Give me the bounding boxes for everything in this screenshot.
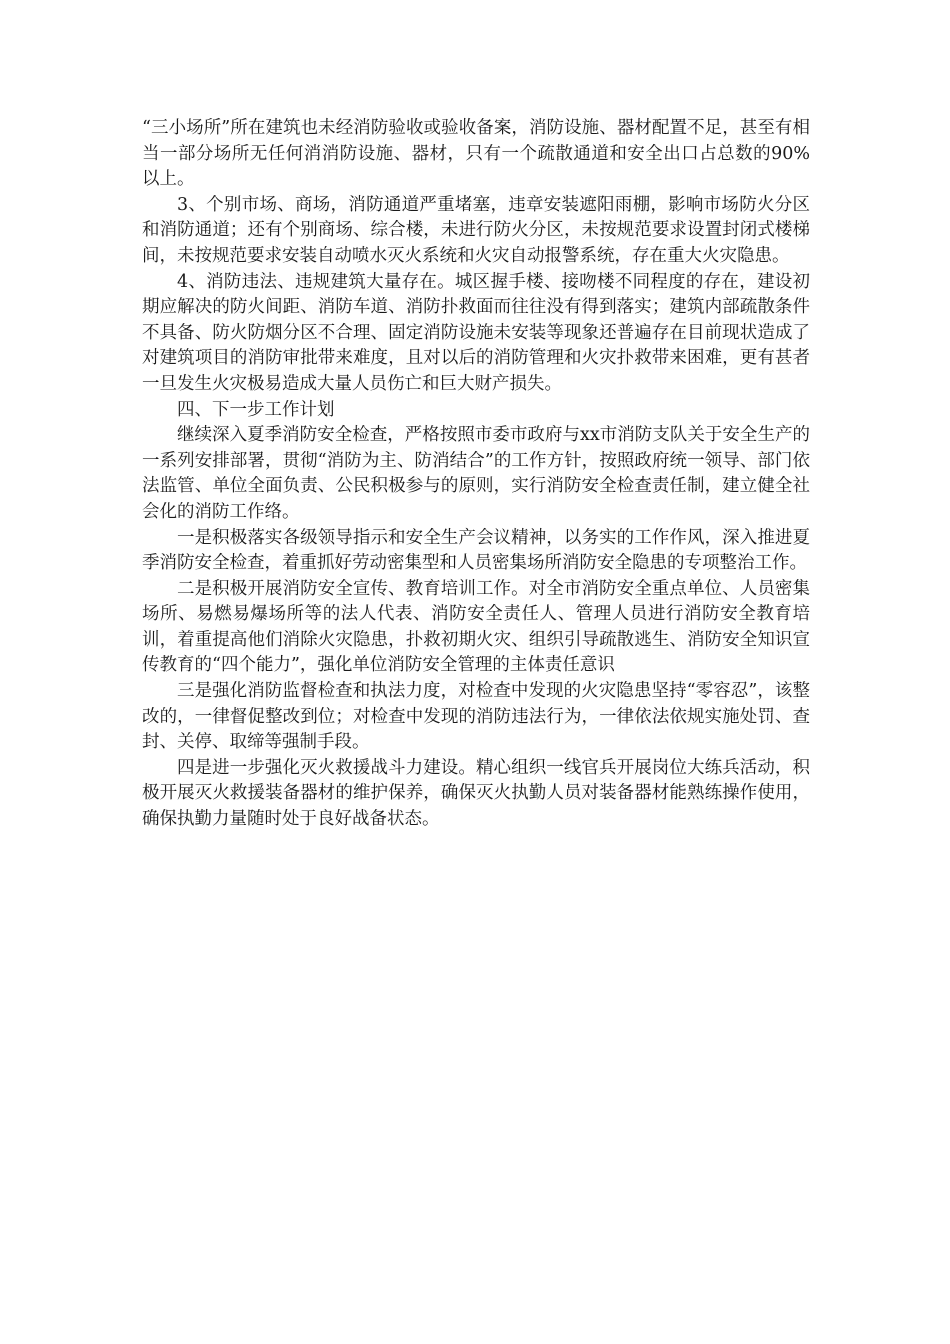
paragraph-item-4: 4、消防违法、违规建筑大量存在。城区握手楼、接吻楼不同程度的存在，建设初期应解决的防火间距、消防车道、消防扑救面而往往没有得到落实；建筑内部疏散条件不具备、防火防烟分区不合理、固定消防设施未安装等现象还普遍存在目前现状造成了对建筑项目的消防审批带来难度，且对以后的消防管理和火灾扑救带来困难，更有甚者一旦发生火灾极易造成大量人员伤亡和巨大财产损失。 xyxy=(142,271,810,394)
paragraph-plan-2: 二是积极开展消防安全宣传、教育培训工作。对全市消防安全重点单位、人员密集场所、易燃易爆场所等的法人代表、消防安全责任人、管理人员进行消防安全教育培训，着重提高他们消除火灾隐患，扑救初期火灾、组织引导疏散逃生、消防安全知识宣传教育的“四个能力”，强化单位消防安全管理的主体责任意识 xyxy=(142,578,810,676)
paragraph-continued: “三小场所”所在建筑也未经消防验收或验收备案，消防设施、器材配置不足，甚至有相当一部分场所无任何消消防设施、器材，只有一个疏散通道和安全出口占总数的90%以上。 xyxy=(142,118,810,190)
section-heading-next-steps: 四、下一步工作计划 xyxy=(177,399,335,420)
paragraph-plan-intro: 继续深入夏季消防安全检查，严格按照市委市政府与xx市消防支队关于安全生产的一系列安排部署，贯彻“消防为主、防消结合”的工作方针，按照政府统一领导、部门依法监管、单位全面负责、公民积极参与的原则，实行消防安全检查责任制，建立健全社会化的消防工作络。 xyxy=(142,425,810,522)
document-page xyxy=(142,116,810,833)
paragraph-item-3: 3、个别市场、商场，消防通道严重堵塞，违章安装遮阳雨棚，影响市场防火分区和消防通道；还有个别商场、综合楼，未进行防火分区，未按规范要求设置封闭式楼梯间，未按规范要求安装自动喷水灭火系统和火灾自动报警系统，存在重大火灾隐患。 xyxy=(142,194,810,266)
paragraph-plan-3: 三是强化消防监督检查和执法力度，对检查中发现的火灾隐患坚持“零容忍”，该整改的，一律督促整改到位；对检查中发现的消防违法行为，一律依法依规实施处罚、查封、关停、取缔等强制手段。 xyxy=(142,681,810,753)
paragraph-plan-1: 一是积极落实各级领导指示和安全生产会议精神，以务实的工作作风，深入推进夏季消防安全检查，着重抓好劳动密集型和人员密集场所消防安全隐患的专项整治工作。 xyxy=(142,527,810,574)
paragraph-plan-4: 四是进一步强化灭火救援战斗力建设。精心组织一线官兵开展岗位大练兵活动，积极开展灭火救援装备器材的维护保养，确保灭火执勤人员对装备器材能熟练操作使用，确保执勤力量随时处于良好战备状态。 xyxy=(142,757,810,830)
